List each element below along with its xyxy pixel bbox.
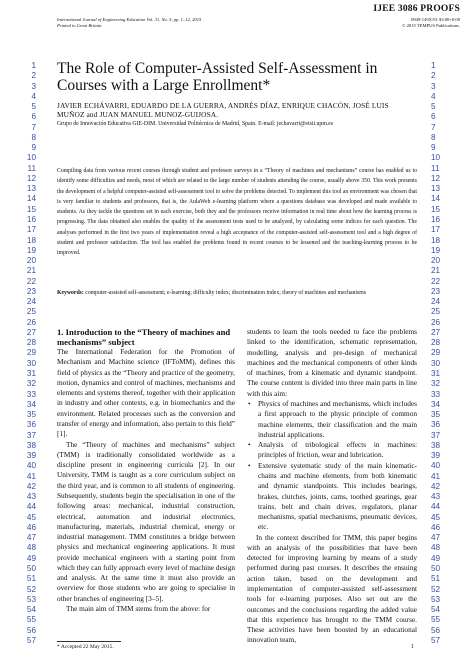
line-number: 5 [31, 102, 36, 112]
footnote-divider [57, 641, 121, 642]
line-number: 4 [31, 91, 36, 101]
line-number: 3 [431, 81, 436, 91]
line-number: 28 [26, 338, 36, 348]
line-number: 49 [431, 553, 441, 563]
line-number: 40 [26, 461, 36, 471]
line-number: 52 [26, 584, 36, 594]
line-number: 46 [26, 522, 36, 532]
line-number: 33 [431, 389, 441, 399]
line-number: 23 [431, 286, 441, 296]
line-number: 19 [431, 245, 441, 255]
line-number: 38 [26, 440, 36, 450]
line-number: 15 [26, 204, 36, 214]
line-number: 36 [26, 420, 36, 430]
line-number: 42 [26, 481, 36, 491]
line-number: 11 [27, 163, 36, 173]
line-number: 41 [431, 471, 441, 481]
journal-header-left [57, 17, 201, 29]
line-number: 11 [431, 163, 440, 173]
line-number: 26 [431, 317, 441, 327]
line-number: 48 [26, 543, 36, 553]
line-number: 13 [431, 184, 441, 194]
line-number: 22 [431, 276, 441, 286]
line-number: 44 [26, 502, 36, 512]
line-number: 32 [431, 379, 441, 389]
line-number: 10 [26, 153, 36, 163]
line-number: 14 [26, 194, 36, 204]
line-number: 33 [26, 389, 36, 399]
line-number: 8 [31, 132, 36, 142]
line-number: 48 [431, 543, 441, 553]
bullet-list [247, 399, 417, 533]
keywords [57, 289, 417, 297]
line-number: 43 [26, 492, 36, 502]
line-number: 13 [26, 184, 36, 194]
line-number: 17 [26, 225, 36, 235]
line-number: 39 [26, 451, 36, 461]
line-number: 10 [431, 153, 441, 163]
line-number: 37 [26, 430, 36, 440]
line-number: 27 [26, 327, 36, 337]
line-number: 14 [431, 194, 441, 204]
line-number: 2 [31, 71, 36, 81]
line-number: 20 [26, 256, 36, 266]
line-number: 50 [26, 564, 36, 574]
line-number: 35 [431, 410, 441, 420]
line-number: 29 [26, 348, 36, 358]
paragraph: The “Theory of machines and mechanisms” subject (TMM) is traditionally consolidated worldwide as a discipline present in engineering curricula [2]. In our University, TMM is taught as a core curriculum subject on the third year, and is common to all students of engineering. Subsequently, students begin the specialisation in one of the following areas: mechanical, industrial construction, electrical, automation and industrial electronics, manufacturing, materials, industrial chemical, energy or industrial management. TMM constitutes a bridge between physics and mechanical engineering applications. It must provide mechanical engineers with a starting point from which they can fully approach every level of machine design and analysis. At the same time it must also provide an overview for those students who are going to specialise in other branches of engineering [3–5]. [57, 439, 235, 603]
line-number: 39 [431, 451, 441, 461]
paragraph: students to learn the tools needed to face the problems linked to the identification, schematic representation, modelling, analysis and pre-design of mechanical machines and the mechanical components of other kinds of machines, from a kinematic and dynamic standpoint. The course content is divided into three main parts in line with this aim: [247, 327, 417, 398]
line-number: 15 [431, 204, 441, 214]
line-number: 46 [431, 522, 441, 532]
line-number: 44 [431, 502, 441, 512]
line-numbers-right [431, 61, 447, 646]
line-number: 52 [431, 584, 441, 594]
line-number: 41 [26, 471, 36, 481]
line-number: 35 [26, 410, 36, 420]
line-number: 25 [431, 307, 441, 317]
line-number: 22 [26, 276, 36, 286]
paper-title: The Role of Computer-Assisted Self-Assessment in Courses with a Large Enrollment* [57, 60, 378, 94]
line-number: 7 [31, 122, 36, 132]
line-number: 38 [431, 440, 441, 450]
line-number: 51 [26, 574, 36, 584]
line-number: 53 [431, 594, 441, 604]
line-number: 43 [431, 492, 441, 502]
proofs-label: IJEE 3086 PROOFS [373, 4, 460, 14]
line-number: 1 [431, 61, 436, 70]
line-number: 55 [431, 615, 441, 625]
line-number: 53 [26, 594, 36, 604]
line-number: 21 [26, 266, 36, 276]
page-number: 1 [411, 644, 414, 650]
issn-price: 0949-149X/91 $3.00+0.00 [411, 17, 460, 22]
line-number: 30 [26, 358, 36, 368]
line-number: 2 [431, 71, 436, 81]
line-number: 54 [431, 605, 441, 615]
line-number: 6 [31, 112, 36, 122]
line-number: 34 [431, 399, 441, 409]
line-number: 49 [26, 553, 36, 563]
line-number: 32 [26, 379, 36, 389]
line-number: 56 [26, 625, 36, 635]
line-number: 18 [431, 235, 441, 245]
bullet-item: • Analysis of tribological effects in machines: principles of friction, wear and lubrication. [247, 440, 417, 461]
line-number: 24 [431, 297, 441, 307]
right-column [247, 327, 417, 646]
line-number: 50 [431, 564, 441, 574]
line-number: 51 [431, 574, 441, 584]
line-number: 21 [431, 266, 441, 276]
line-number: 26 [26, 317, 36, 327]
line-number: 5 [431, 102, 436, 112]
line-number: 45 [26, 512, 36, 522]
line-number: 45 [431, 512, 441, 522]
line-number: 12 [431, 173, 441, 183]
line-number: 42 [431, 481, 441, 491]
copyright: © 2015 TEMPUS Publications. [401, 23, 460, 28]
line-number: 36 [431, 420, 441, 430]
line-number: 18 [26, 235, 36, 245]
abstract: Compiling data from various recent courses through student and professor surveys in a “Theory of machines and mechanisms” course has enabled us to identify some difficulties and needs, most of which are related to the large number of students attending the course, usually above 350. This work presents the development of a helpful computer-assisted self-assessment tool to solve the problems detected. To implement this tool an environment was chosen that is very familiar to students and professors, that is, the AulaWeb e-learning platform where a questions database was developed and made available to students. As they tackle the questions set in each exercise, both they and the professors receive information in real time about how the learning process is progressing. The data obtained also enables the quality of the assessment tests used to be analyzed, by calculating some indices for each question. The analyses performed in the first two years of implementation reveal a high acceptance of the computer-assisted self-assessment tool and a high degree of student and professor satisfaction. The tool has enabled the problems found in recent courses to be lessened and the teaching-learning process to be improved. [57, 168, 417, 257]
keywords-label: Keywords: [57, 290, 84, 296]
line-number: 8 [431, 132, 436, 142]
line-number: 16 [26, 214, 36, 224]
line-number: 1 [31, 61, 36, 70]
line-number: 57 [431, 635, 441, 645]
line-number: 24 [26, 297, 36, 307]
paragraph: The main aim of TMM stems from the above: for [66, 604, 211, 614]
journal-citation: International Journal of Engineering Education Vol. 31, No. 5, pp. 1–12, 2015 [57, 17, 202, 22]
footnote: * Accepted 22 May 2015. [57, 644, 114, 650]
affiliation: Grupo de Innovación Educativa GIE-DIM. Universidad Politécnica de Madrid, Spain. E-mail: jechavarri@etsii.upm.es [57, 121, 334, 127]
line-number: 20 [431, 256, 441, 266]
line-number: 47 [431, 533, 441, 543]
line-number: 40 [431, 461, 441, 471]
line-number: 3 [31, 81, 36, 91]
line-number: 28 [431, 338, 441, 348]
line-number: 25 [26, 307, 36, 317]
line-number: 23 [26, 286, 36, 296]
section-heading: 1. Introduction to the “Theory of machines and mechanisms” subject [57, 327, 231, 348]
line-number: 37 [431, 430, 441, 440]
line-number: 4 [431, 91, 436, 101]
line-number: 16 [431, 214, 441, 224]
line-number: 55 [26, 615, 36, 625]
bullet-item: • Extensive systematic study of the main kinematic-chains and machine elements, from both kinematic and dynamic standpoints. This includes bearings, brakes, clutches, joints, cams, toothed gearings, gear trains, belt and chain drives, regulators, planar mechanisms, spatial mechanisms, pneumatic devices, etc. [247, 461, 417, 533]
line-numbers-left [20, 61, 36, 646]
journal-header-right [402, 17, 460, 29]
line-number: 47 [26, 533, 36, 543]
line-number: 29 [431, 348, 441, 358]
line-number: 6 [431, 112, 436, 122]
line-number: 19 [26, 245, 36, 255]
line-number: 56 [431, 625, 441, 635]
line-number: 31 [26, 368, 36, 378]
line-number: 57 [26, 635, 36, 645]
line-number: 34 [26, 399, 36, 409]
line-number: 30 [431, 358, 441, 368]
line-number: 7 [431, 122, 436, 132]
paragraph: In the context described for TMM, this paper begins with an analysis of the possibilities that have been detected for improving learning by means of a study performed during past courses. It describes the ensuing action taken, based on the development and implementation of computer-assisted self-assessment tools for e-learning purposes. Also set out are the outcomes and the conclusions regarding the added value that this experience has brought to the TMM course. These activities have been boosted by an educational innovation team, [247, 532, 417, 645]
line-number: 9 [31, 143, 36, 153]
author-list: JAVIER ECHÁVARRI, EDUARDO DE LA GUERRA, ANDRÉS DÍAZ, ENRIQUE CHACÓN, JOSÉ LUIS MUÑOZ and JUAN MANUEL MUNOZ-GUIJOSA. [57, 101, 389, 120]
line-number: 9 [431, 143, 436, 153]
line-number: 17 [431, 225, 441, 235]
bullet-item: • Physics of machines and mechanisms, which includes a first approach to the physic principle of common machine elements, their classification and the main industrial applications. [247, 399, 417, 440]
line-number: 12 [26, 173, 36, 183]
line-number: 31 [431, 368, 441, 378]
left-column [57, 347, 235, 614]
line-number: 54 [26, 605, 36, 615]
keywords-text: computer-assisted self-assessment; e-learning; difficulty index; discrimination index; theory of machines and mechanisms [85, 290, 366, 296]
printed-in: Printed in Great Britain [57, 23, 102, 28]
paragraph: The International Federation for the Promotion of Mechanism and Machine science (IFToMM), defines this field of physics as the “Theory and practice of the geometry, motion, dynamics and control of machines, mechanisms and elements and systems thereof, together with their application in industry and other contexts, e.g. in biomechanics and the environment. Related processes such as the conversion and transfer of energy and information, also pertain to this field” [1]. [57, 347, 235, 439]
line-number: 27 [431, 327, 441, 337]
